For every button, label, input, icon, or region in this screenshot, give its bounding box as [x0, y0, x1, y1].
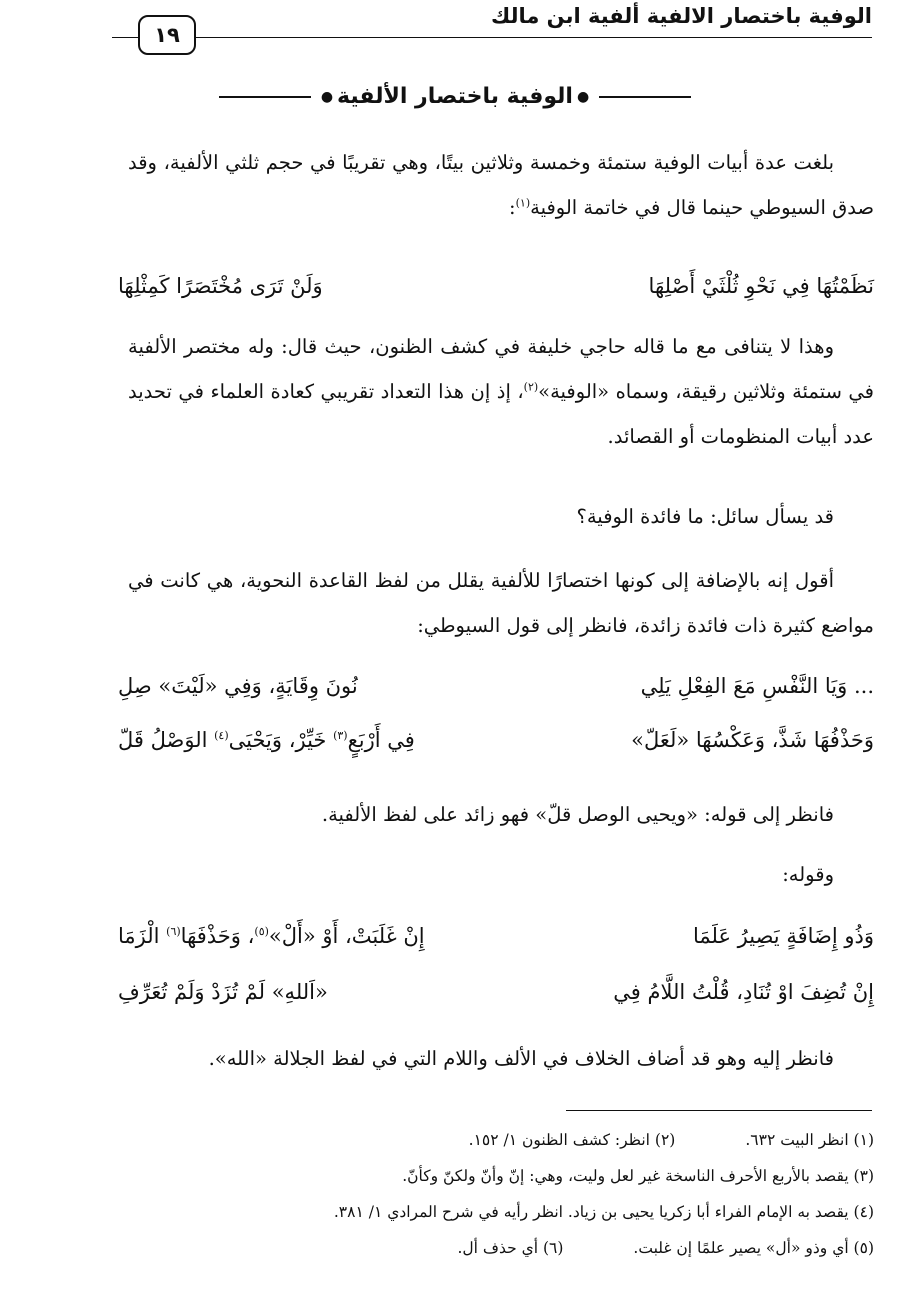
paragraph-2-text: وهذا لا يتنافى مع ما قاله حاجي خليفة في كشف الظنون، حيث قال: وله مختصر الألفية في ستمئة وثلاثين رقيقة، وسماه «الوفية» [128, 335, 874, 403]
footnote-row-3 [128, 1232, 874, 1264]
footnote-ref-6: (٦) [166, 925, 181, 938]
verse-3-part-a: فِي أَرْبَعٍ [347, 728, 415, 752]
footnote-ref-4: (٤) [214, 729, 229, 742]
page-number: ١٩ [138, 15, 196, 55]
footnote-2: (٢) انظر: كشف الظنون ١/ ١٥٢. [468, 1131, 676, 1149]
verse-1-first-half: نَظَمْتُهَا فِي نَحْوِ ثُلْثَيْ أَصْلِهَا [648, 274, 874, 298]
paragraph-3: قد يسأل سائل: ما فائدة الوفية؟ [576, 505, 834, 528]
verse-4-second-half [118, 924, 425, 948]
verse-3-first-half: وَحَذْفُهَا شَذَّ، وَعَكْسُهَا «لَعَلّ» [631, 728, 874, 752]
footnote-6: (٦) أي حذف أل. [457, 1239, 564, 1257]
paragraph-7: فانظر إليه وهو قد أضاف الخلاف في الألف واللام التي في لفظ الجلالة «الله». [208, 1047, 834, 1070]
footnote-5: (٥) أي وذو «أل» يصير علمًا إن غلبت. [633, 1239, 874, 1257]
paragraph-2-end: ، إذ إن هذا التعداد تقريبي كعادة العلماء في تحديد عدد أبيات المنظومات أو القصائد. [128, 380, 874, 448]
footnote-1: (١) انظر البيت ٦٣٢. [745, 1131, 874, 1149]
heading-bullet-right: ● [576, 88, 590, 105]
section-heading [0, 84, 910, 109]
footnote-4: (٤) يقصد به الإمام الفراء أبا زكريا يحيى بن زياد. انظر رأيه في شرح المرادي ١/ ٣٨١. [333, 1203, 874, 1221]
footnote-ref-2: (٢) [523, 380, 539, 394]
footnote-separator [566, 1110, 872, 1111]
header-rule-tick [120, 37, 138, 38]
verse-4-part-b: ، وَحَذْفَهَا [180, 924, 255, 948]
heading-rule-right [599, 96, 691, 98]
verse-1 [118, 262, 874, 310]
verse-3 [118, 716, 874, 764]
verse-4-first-half: وَذُو إِضَافَةٍ يَصِيرُ عَلَمَا [692, 924, 874, 948]
verse-1-second-half: وَلَنْ تَرَى مُخْتَصَرًا كَمِثْلِهَا [118, 274, 323, 298]
verse-5-first-half: إِنْ تُضِفَ اوْ تُنَادِ، قُلْتُ اللَّامُ فِي [613, 980, 874, 1004]
paragraph-4: أقول إنه بالإضافة إلى كونها اختصارًا للألفية يقلل من لفظ القاعدة النحوية، هي كانت في مواضع كثيرة ذات فائدة زائدة، فانظر إلى قول السيوطي: [128, 569, 874, 637]
verse-4-part-c: الْزَمَا [118, 924, 160, 948]
paragraph-1-text: بلغت عدة أبيات الوفية ستمئة وخمسة وثلاثين بيتًا، وهي تقريبًا في حجم ثلثي الألفية، وقد صدق السيوطي حينما قال في خاتمة الوفية [128, 151, 874, 219]
paragraph-1 [128, 140, 874, 230]
paragraph-2 [128, 324, 874, 459]
paragraph-1-end: : [509, 196, 516, 219]
section-title: الوفية باختصار الألفية [337, 84, 573, 109]
verse-2-first-half: ... وَيَا النَّفْسِ مَعَ الفِعْلِ يَلِي [640, 674, 874, 698]
heading-bullet-left: ● [320, 88, 334, 105]
footnote-row-1 [128, 1124, 874, 1156]
footnote-ref-1: (١) [515, 196, 531, 210]
verse-3-part-c: الوَصْلُ قَلّ [118, 728, 208, 752]
header-rule [112, 37, 872, 38]
verse-3-second-half [118, 728, 415, 752]
verse-2-second-half: نُونَ وِقَايَةٍ، وَفِي «لَيْتَ» صِلِ [118, 674, 358, 698]
verse-5-second-half: «اَللهِ» لَمْ تُزَدْ وَلَمْ تُعَرِّفِ [118, 980, 328, 1004]
footnote-3: (٣) يقصد بالأربع الأحرف الناسخة غير لعل وليت، وهي: إنّ وأنّ ولكنّ وكأنّ. [402, 1167, 874, 1185]
verse-3-part-b: خَيِّرْ، وَيَحْيَى [228, 728, 327, 752]
verse-4 [118, 912, 874, 960]
paragraph-5: فانظر إلى قوله: «ويحيى الوصل قلّ» فهو زائد على لفظ الألفية. [321, 803, 834, 826]
running-title: الوفية باختصار الالفية ألفية ابن مالك [491, 4, 872, 28]
paragraph-6: وقوله: [782, 863, 834, 886]
footnote-ref-3: (٣) [333, 729, 348, 742]
verse-5 [118, 968, 874, 1016]
verse-4-part-a: إِنْ غَلَبَتْ، أَوْ «أَلْ» [268, 924, 425, 948]
verse-2 [118, 662, 874, 710]
heading-rule-left [219, 96, 311, 98]
footnote-ref-5: (٥) [254, 925, 269, 938]
